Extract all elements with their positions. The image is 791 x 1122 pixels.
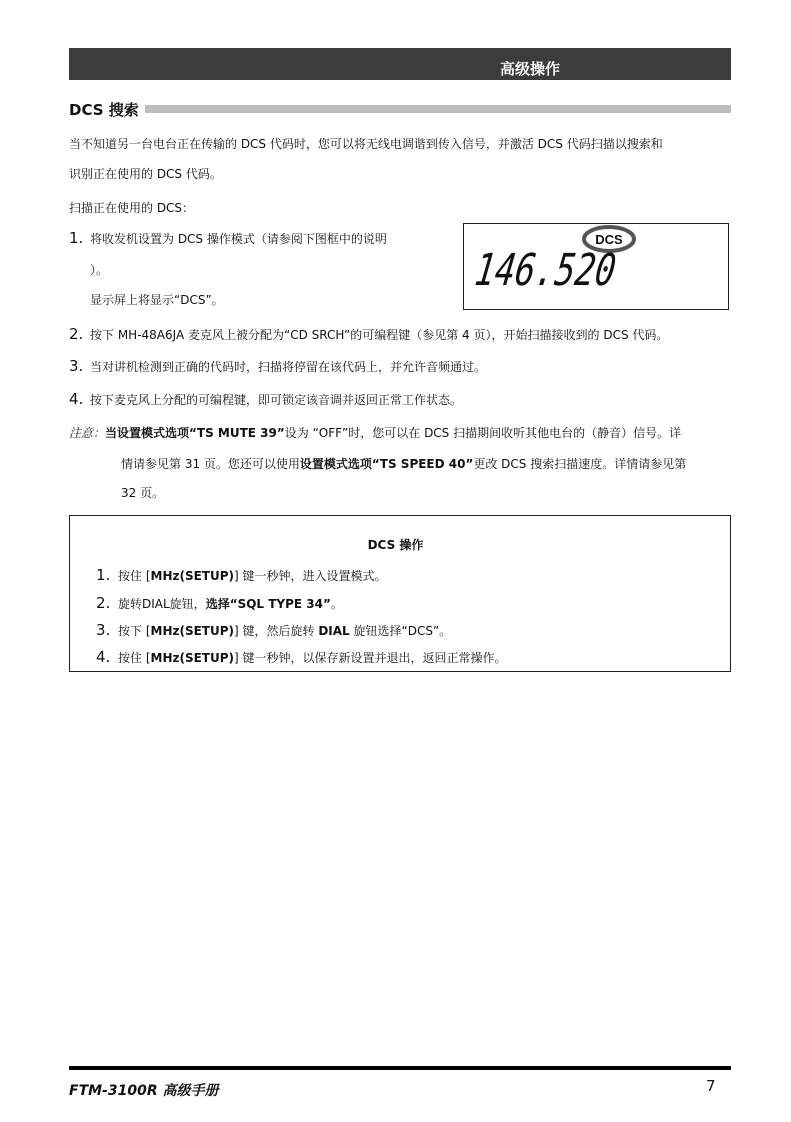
page-number: 7 [706,1077,716,1095]
op-step-2-text [118,596,343,612]
step-4-text: 按下麦克风上分配的可编程键，即可锁定该音调并返回正常工作状态。 [90,393,463,407]
op-step-3-a: 按下 [ [118,624,151,638]
op-step-4-text [118,650,507,666]
note-line-2-b: 更改 DCS 搜索扫描速度。详情请参见第 [473,457,687,471]
note-setting-ts-speed: 设置模式选项“TS SPEED 40” [299,457,474,471]
op-step-2-b: 。 [330,597,343,611]
op-step-1-number: 1. [96,566,111,584]
op-step-4-b: ] 键一秒钟，以保存新设置并退出，返回正常操作。 [234,651,507,665]
op-step-3-c: 旋钮选择“DCS”。 [349,624,452,638]
dcs-badge-text: DCS [595,232,623,247]
lcd-display-illustration [463,223,729,310]
op-step-1-a: 按住 [ [118,569,151,583]
step-3-number: 3. [69,357,84,375]
op-step-1-text [118,568,387,584]
mhz-setup-key-3: MHz(SETUP) [150,624,235,638]
lcd-display-svg [464,224,728,309]
dcs-operation-title: DCS 操作 [367,538,424,552]
mhz-setup-key-1: MHz(SETUP) [150,569,235,583]
op-step-3-text [118,623,451,639]
note-line-1 [69,425,681,441]
step-1-line-3: 显示屏上将显示“DCS”。 [90,293,224,307]
intro-line-1: 当不知道另一台电台正在传输的 DCS 代码时，您可以将无线电调谐到传入信号，并激活 DCS 代码扫描以搜索和 [69,137,663,151]
section-title: DCS 搜索 [69,101,145,119]
note-line-2-a: 情请参见第 31 页。您还可以使用 [121,457,300,471]
step-4-number: 4. [69,390,84,408]
lcd-frequency-readout: 146.520 [471,245,665,296]
op-step-4-number: 4. [96,648,111,666]
note-setting-ts-mute: 当设置模式选项“TS MUTE 39” [105,426,285,440]
step-2-text: 按下 MH-48A6JA 麦克风上被分配为“CD SRCH”的可编程键（参见第 4 页），开始扫描接收到的 DCS 代码。 [90,328,669,342]
step-1-line-1: 将收发机设置为 DCS 操作模式（请参阅下图框中的说明 [90,232,387,246]
op-step-2-a: 旋转DIAL旋钮， [118,597,206,611]
note-label: 注意： [69,426,106,440]
step-1-number: 1. [69,229,84,247]
op-step-2-number: 2. [96,594,111,612]
page-header-title: 高级操作 [500,60,561,78]
footer-manual-title: FTM-3100R 高级手册 [69,1083,219,1099]
dial-knob-label: DIAL [318,624,350,638]
op-step-3-number: 3. [96,621,111,639]
section-title-rule [140,105,731,113]
step-3-text: 当对讲机检测到正确的代码时，扫描将停留在该代码上，并允许音频通过。 [90,360,487,374]
sql-type-option: 选择“SQL TYPE 34” [205,597,331,611]
mhz-setup-key-4: MHz(SETUP) [150,651,235,665]
step-2-number: 2. [69,325,84,343]
scan-heading: 扫描正在使用的 DCS： [69,201,195,215]
step-1-line-2: ）。 [90,263,109,277]
note-line-3: 32 页。 [121,486,165,500]
note-line-2 [121,456,686,472]
note-line-1-rest: 设为 “OFF”时，您可以在 DCS 扫描期间收听其他电台的（静音）信号。详 [284,426,682,440]
op-step-3-b: ] 键，然后旋转 [234,624,319,638]
op-step-4-a: 按住 [ [118,651,151,665]
footer-rule [69,1066,731,1070]
intro-line-2: 识别正在使用的 DCS 代码。 [69,167,222,181]
op-step-1-b: ] 键一秒钟，进入设置模式。 [234,569,387,583]
page-header-bar [69,48,731,80]
